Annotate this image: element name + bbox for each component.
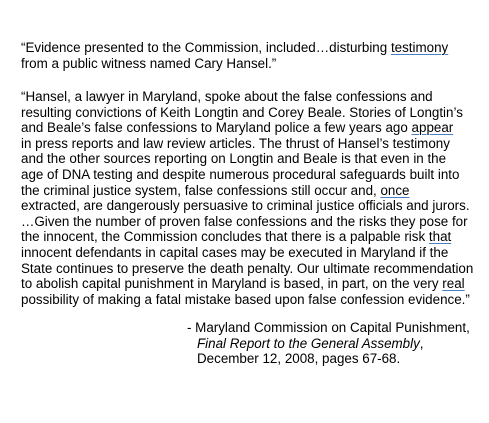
- quote-line: [21, 183, 483, 199]
- quote-line: from a public witness named Cary Hansel.”: [21, 55, 277, 71]
- quote-line: innocent defendants in capital cases may be executed in Maryland if the: [21, 244, 449, 260]
- main-quote: [21, 89, 483, 307]
- quote-line: possibility of making a fatal mistake based upon false confession evidence.”: [21, 291, 470, 307]
- underlined-word-appear[interactable]: appear: [411, 120, 454, 136]
- quote-text: and Beale’s false confessions to Maryland police a few years ago: [21, 120, 412, 136]
- quote-line: [21, 276, 483, 292]
- quote-text: “Evidence presented to the Commission, included…disturbing: [21, 40, 391, 55]
- quote-text: the innocent, the Commission concludes that there is a palpable risk: [21, 229, 429, 245]
- underlined-word-that[interactable]: that: [428, 229, 452, 245]
- attribution-punct: ,: [419, 335, 424, 351]
- quote-line: age of DNA testing and despite numerous procedural safeguards built into: [21, 166, 460, 182]
- opening-quote: [21, 40, 483, 71]
- underlined-word-testimony[interactable]: testimony: [390, 40, 449, 55]
- underlined-word-real[interactable]: real: [442, 276, 465, 292]
- quote-text: to abolish capital punishment in Maryland is based, in part, on the very: [21, 276, 443, 292]
- underlined-word-once[interactable]: once: [380, 182, 410, 198]
- quote-line: [21, 40, 483, 56]
- quote-text: the criminal justice system, false confessions still occur and,: [21, 182, 381, 198]
- attribution-source: - Maryland Commission on Capital Punishment,: [187, 320, 470, 335]
- quote-line: “Hansel, a lawyer in Maryland, spoke about the false confessions and: [21, 89, 433, 104]
- quote-line: in press reports and law review articles. The thrust of Hansel’s testimony: [21, 135, 450, 151]
- attribution: [187, 320, 470, 367]
- quote-line: [21, 229, 483, 245]
- report-title: Final Report to the General Assembly: [197, 335, 420, 351]
- quote-line: [21, 120, 483, 136]
- quote-line: and the other sources reporting on Longtin and Beale is that even in the: [21, 151, 447, 167]
- quote-line: resulting convictions of Keith Longtin and Corey Beale. Stories of Longtin’s: [21, 104, 463, 120]
- quote-line: …Given the number of proven false confessions and the risks they pose for: [21, 213, 468, 229]
- attribution-title-line: [187, 336, 470, 352]
- quote-line: extracted, are dangerously persuasive to criminal justice officials and jurors.: [21, 198, 470, 214]
- attribution-date-pages: December 12, 2008, pages 67-68.: [197, 351, 401, 367]
- quote-line: State continues to preserve the death penalty. Our ultimate recommendation: [21, 260, 474, 276]
